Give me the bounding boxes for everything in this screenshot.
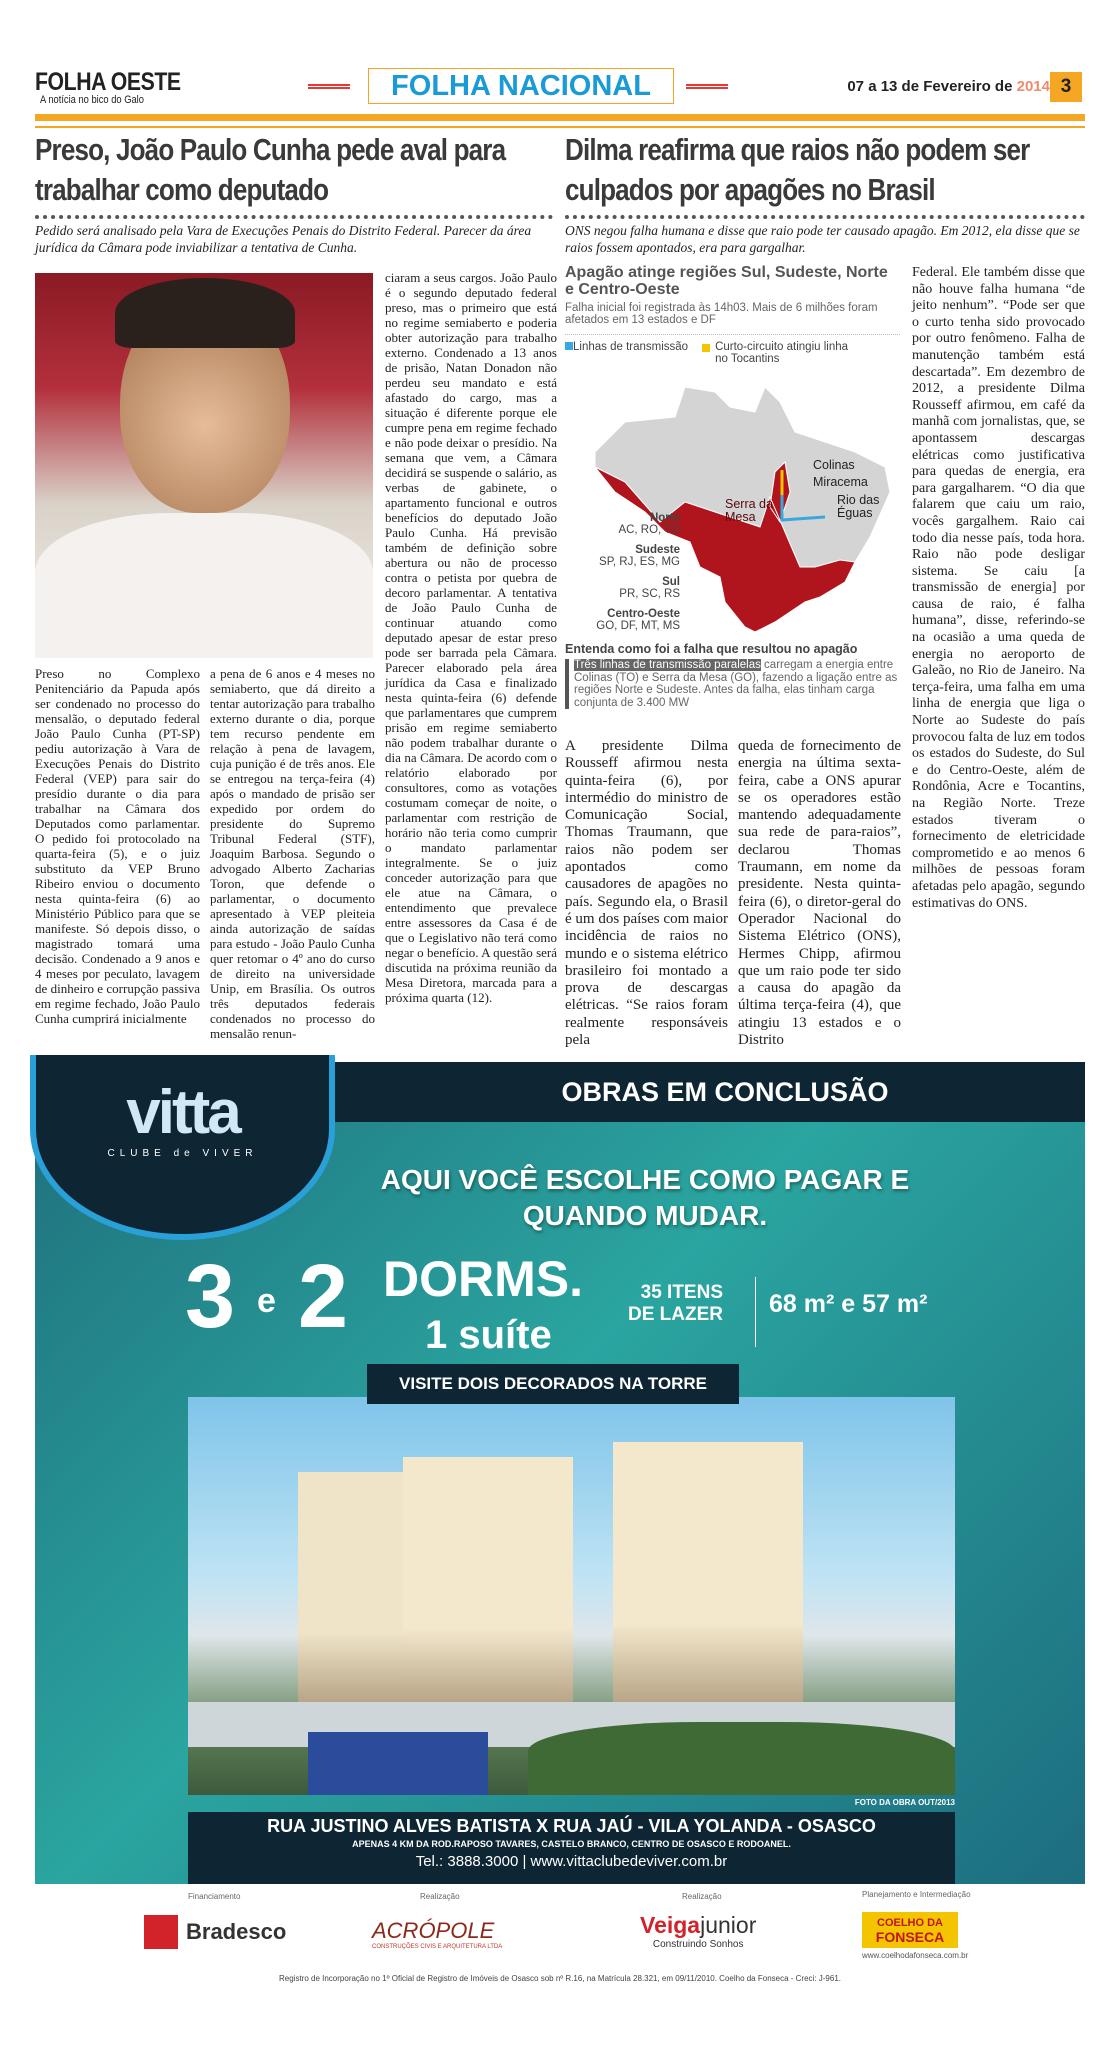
ad-address-panel: RUA JUSTINO ALVES BATISTA X RUA JAÚ - VILA YOLANDA - OSASCO APENAS 4 KM DA ROD.RAPOSO TAVARES, CASTELO BRANCO, CENTRO DE OSASCO E RODOANEL. Tel.: 3888.3000 | www.vittaclubedeviver.com.br (188, 1812, 955, 1884)
ad-address: RUA JUSTINO ALVES BATISTA X RUA JAÚ - VILA YOLANDA - OSASCO (267, 1816, 876, 1836)
decorative-dash (308, 84, 350, 89)
decorative-dash (686, 84, 728, 89)
ad-distance: APENAS 4 KM DA ROD.RAPOSO TAVARES, CASTELO BRANCO, CENTRO DE OSASCO E RODOANEL. (352, 1839, 791, 1849)
building-tower (613, 1442, 803, 1702)
region-name: Norte (649, 512, 680, 524)
portrait-hair (115, 278, 295, 348)
veiga-name: Veiga (640, 1912, 701, 1938)
vitta-logo-text: vitta (126, 1078, 239, 1147)
bradesco-name: Bradesco (186, 1919, 287, 1944)
newspaper-brand: FOLHA OESTE (35, 68, 181, 96)
ad-bedrooms-2: 2 (298, 1247, 349, 1347)
header-rule (35, 114, 1085, 121)
region-name: Centro-Oeste (607, 608, 680, 620)
infographic-title: Apagão atinge regiões Sul, Sudeste, Norte e Centro-Oeste (565, 264, 888, 298)
portrait-shirt (35, 513, 373, 658)
page-number: 3 (1050, 72, 1082, 102)
coelho-fonseca-logo (862, 1912, 958, 1948)
region-name: Sudeste (635, 544, 680, 556)
article1-photo (35, 273, 373, 658)
header-rule-thin (35, 126, 1085, 128)
issue-date (847, 78, 1050, 95)
bradesco-logo (144, 1915, 286, 1949)
blackout-infographic (565, 262, 900, 727)
article2-headline: Dilma reafirma que raios não podem ser culpados por apagões no Brasil (565, 132, 1030, 207)
place-miracema: Miracema (813, 475, 868, 489)
trees (528, 1722, 955, 1795)
article2-column-3: Federal. Ele também disse que não houve falha humana “de jeito nenhum”. “Pode ser que o curto tenha sido provocado por outro fenômeno. Falha de manutenção também está descartada”. Em dezembro de 2012, a presidente Dilma Rousseff afirmou, em café da manhã com jornalistas, que, se apontassem descargas elétricas como justificativa para quedas de energia, era para gargalharem. “O dia que falarem que caiu um raio, vocês gargalhem. Raio cai todo dia nesse país, toda hora. Raio não pode desligar sistema. Se caiu [a transmissão de energia] por causa de raio, é falha humana”, disse, referindo-se na ocasião a uma queda de energia no aeroporto de Galeão, no Rio de Janeiro. Na terça-feira, uma falha em uma linha de energia que liga o Norte ao Sudeste do país provocou falta de luz em todos os estados do Sudeste, do Sul e do Centro-Oeste, além de Rondônia, Acre e Tocantins, na Região Norte. Treze estados tiveram o fornecimento de eletricidade comprometido e ao menos 6 milhões de pessoas foram afetadas pelo apagão, segundo estimativas do ONS. (912, 265, 1086, 911)
article2-column-2: queda de fornecimento de energia na última sexta-feira, cabe a ONS apurar se os operadores estão mantendo adequadamente sua rede de para-raios”, declarou Thomas Traumann, em nome da presidente. Nesta quinta-feira (6), o diretor-geral do Operador Nacional do Sistema Elétrico (ONS), Hermes Chipp, afirmou que um raio pode ter sido a causa do apagão da última terça-feira (4), que atingiu 13 estados e o Distrito (738, 738, 901, 1049)
ad-amenities (628, 1282, 723, 1326)
sponsor-role: Financiamento (188, 1892, 241, 1901)
explain-text (565, 659, 900, 709)
ad-divider (755, 1277, 756, 1347)
place-colinas: Colinas (813, 458, 855, 472)
newspaper-tagline: A notícia no bico do Galo (40, 94, 144, 106)
legal-notice: Registro de Incorporação no 1º Oficial de Registro de Imóveis de Osasco sob nº R.16, na Matrícula 28.321, em 09/11/2010. Coelho da Fonseca - Creci: J-961. (279, 1974, 841, 1983)
article1-column-3: ciaram a seus cargos. João Paulo é o segundo deputado federal preso, mas o primeiro que está no regime semiaberto e poderia obter autorização para trabalho externo. Condenado a 13 anos de prisão, Natan Donadon não perdeu seu mandato e está afastado do cargo, mas a situação é diferente porque ele cumpre pena em regime fechado e não pode deixar o presídio. Na semana que vem, a Câmara decidirá se suspende o salário, as verbas de gabinete, o apartamento funcional e outros benefícios do deputado João Paulo Cunha. Há previsão também de definição sobre abertura ou não de processo contra o petista por quebra de decoro parlamentar. A tentativa de João Paulo Cunha de continuar atuando como deputado apesar de estar preso pode ser barrada pela Câmara. Parecer elaborado pela área jurídica da Casa e finalizado nesta quinta-feira (6) defende que parlamentares que cumprem prisão em regime semiaberto não podem trabalhar durante o dia na Câmara. De acordo com o relatório elaborado por consultores, como as votações costumam começar de noite, o parlamentar com restrição de horário não teria como cumprir o mandato parlamentar integralmente. Se o juiz conceder autorização para que ele atue na Câmara, o entendimento que prevalece entre assessores da Casa é de que o Legislativo não terá como negar o benefício. A questão será discutida na próxima reunião da Mesa Diretora, marcada para a próxima quarta (12). (385, 270, 557, 1005)
article1-deck: Pedido será analisado pela Vara de Execuções Penais do Distrito Federal. Parecer da área jurídica da Câmara pode inviabilizar a tentativa de Cunha. (35, 223, 532, 255)
ad-area: 68 m² e 57 m² (769, 1290, 928, 1318)
date-text: 07 a 13 de Fevereiro de (847, 78, 1013, 95)
bradesco-icon (144, 1915, 178, 1949)
region-states: SP, RJ, ES, MG (599, 556, 680, 568)
article1-column-1: Preso no Complexo Penitenciário da Papuda após ser condenado no processo do mensalão, o deputado federal João Paulo Cunha (PT-SP) pediu autorização à Vara de Execuções Penais do Distrito Federal (VEP) para sair do presídio durante o dia para trabalhar na Câmara dos Deputados como parlamentar. O pedido foi protocolado na quarta-feira (5), e o juiz substituto da VEP Bruno Ribeiro enviou o documento nesta quinta-feira (6) ao Ministério Público para que se manifeste. Só depois disso, o magistrado tomará uma decisão. Condenado a 9 anos e 4 meses por peculato, lavagem de dinheiro e corrupção passiva em regime fechado, João Paulo Cunha cumprirá inicialmente (35, 666, 200, 1026)
section-title: FOLHA NACIONAL (368, 68, 674, 104)
article1-headline: Preso, João Paulo Cunha pede aval para trabalhar como deputado (35, 132, 506, 207)
sponsor-role: Planejamento e Intermediação (862, 1890, 971, 1899)
sponsor-role: Realização (420, 1892, 460, 1901)
vitta-logo-sub: CLUBE de VIVER (107, 1148, 258, 1159)
region-sul (565, 576, 680, 600)
article2-column-1: A presidente Dilma Rousseff afirmou nesta quinta-feira (6), por intermédio do ministro de Comunicação Social, Thomas Traumann, que raios não podem ser apontados como causadores de apagões no país. Segundo ela, o Brasil é um dos países com maior incidência de raios no mundo e o sistema elétrico brasileiro foi montado a prova de descargas elétricas. “Se raios foram realmente responsáveis pela (565, 738, 728, 1049)
coelho-url: www.coelhodafonseca.com.br (862, 1951, 969, 1960)
region-states: AC, RO, TO (618, 524, 680, 536)
dotted-divider (35, 215, 553, 219)
ad-amenities-line1: 35 ITENS (640, 1282, 723, 1303)
region-states: GO, DF, MT, MS (596, 620, 680, 632)
building-tower (403, 1457, 573, 1702)
ad-bedrooms-3: 3 (185, 1247, 236, 1347)
region-name: Sul (662, 576, 680, 588)
sponsor-role: Realização (682, 1892, 722, 1901)
article2-deck: ONS negou falha humana e disse que raio pode ter causado apagão. Em 2012, ela disse que se raios fossem apontados, era para gargalhar. (565, 223, 1080, 255)
ad-photo-credit: FOTO DA OBRA OUT/2013 (854, 1798, 955, 1807)
warehouse (308, 1732, 488, 1795)
ad-phone: Tel.: 3888.3000 (415, 1853, 519, 1870)
article1-column-2: a pena de 6 anos e 4 meses no semiaberto, que dá direito a tentar autorização para trabalho externo durante o dia, porque tem recurso pendente em relação à pena de lavagem, cuja punição é de três anos. Ele se entregou na terça-feira (4) após o mandado de prisão ser expedido por ordem do presidente do Supremo Tribunal Federal (STF), Joaquim Barbosa. Segundo o advogado Alberto Zacharias Toron, que defende o parlamentar, o documento apresentado à VEP pleiteia ainda autorização de saídas para estudo - João Paulo Cunha quer retomar o 4º ano do curso de direito na universidade Unip, em Brasília. Os outros três deputados federais condenados no processo do mensalão renun- (210, 666, 375, 1041)
acropole-name: ACRÓPOLE (372, 1918, 495, 1943)
legend-lines-label: Linhas de transmissão (573, 341, 689, 353)
coelho-name-2: FONSECA (875, 1929, 945, 1945)
ad-suite: 1 suíte (425, 1313, 552, 1357)
ad-visit: VISITE DOIS DECORADOS NA TORRE (367, 1364, 739, 1404)
infographic-subtitle: Falha inicial foi registrada às 14h03. Mais de 6 milhões foram afetados em 13 estados e DF (565, 302, 900, 335)
ad-dorms: DORMS. (383, 1251, 583, 1307)
acropole-sub: CONSTRUÇÕES CIVIS E ARQUITETURA LTDA (372, 1944, 503, 1950)
explain-highlight: Três linhas de transmissão paralelas (574, 659, 761, 671)
ad-amenities-line2: DE LAZER (628, 1304, 723, 1325)
legend-short-label: Curto-circuito atingiu linha no Tocantins (715, 341, 849, 365)
place-rio-das-eguas: Rio das Éguas (837, 493, 880, 520)
dotted-divider (565, 215, 1085, 219)
date-year: 2014 (1016, 78, 1050, 95)
acropole-logo (372, 1918, 502, 1950)
ad-headline: AQUI VOCÊ ESCOLHE COMO PAGAR E QUANDO MUDAR. (380, 1164, 910, 1231)
legend-lines-swatch (565, 342, 573, 350)
veigajunior-logo (640, 1912, 756, 1950)
junior-name: junior (700, 1912, 757, 1938)
ad-building-photo (188, 1397, 955, 1795)
region-states: PR, SC, RS (619, 588, 680, 600)
explain-title: Entenda como foi a falha que resultou no apagão (565, 642, 858, 656)
veigajunior-sub: Construindo Sonhos (652, 1939, 744, 1950)
ad-website[interactable]: www.vittaclubedeviver.com.br (530, 1853, 728, 1870)
coelho-name-1: COELHO DA (877, 1917, 943, 1929)
place-serra-da-mesa: Serra da Mesa (725, 497, 773, 524)
region-centro-oeste (565, 608, 680, 632)
ad-and: e (257, 1282, 276, 1320)
region-sudeste (565, 544, 680, 568)
region-norte (565, 512, 680, 536)
ad-banner-text: OBRAS EM CONCLUSÃO (561, 1077, 889, 1107)
explain-body: carregam a energia entre Colinas (TO) e Serra da Mesa (GO), fazendo a ligação entre as regiões Norte e Sudeste. Antes da falha, elas tinham carga conjunta de 3.400 MW (574, 659, 898, 709)
legend-short-swatch (702, 344, 710, 352)
